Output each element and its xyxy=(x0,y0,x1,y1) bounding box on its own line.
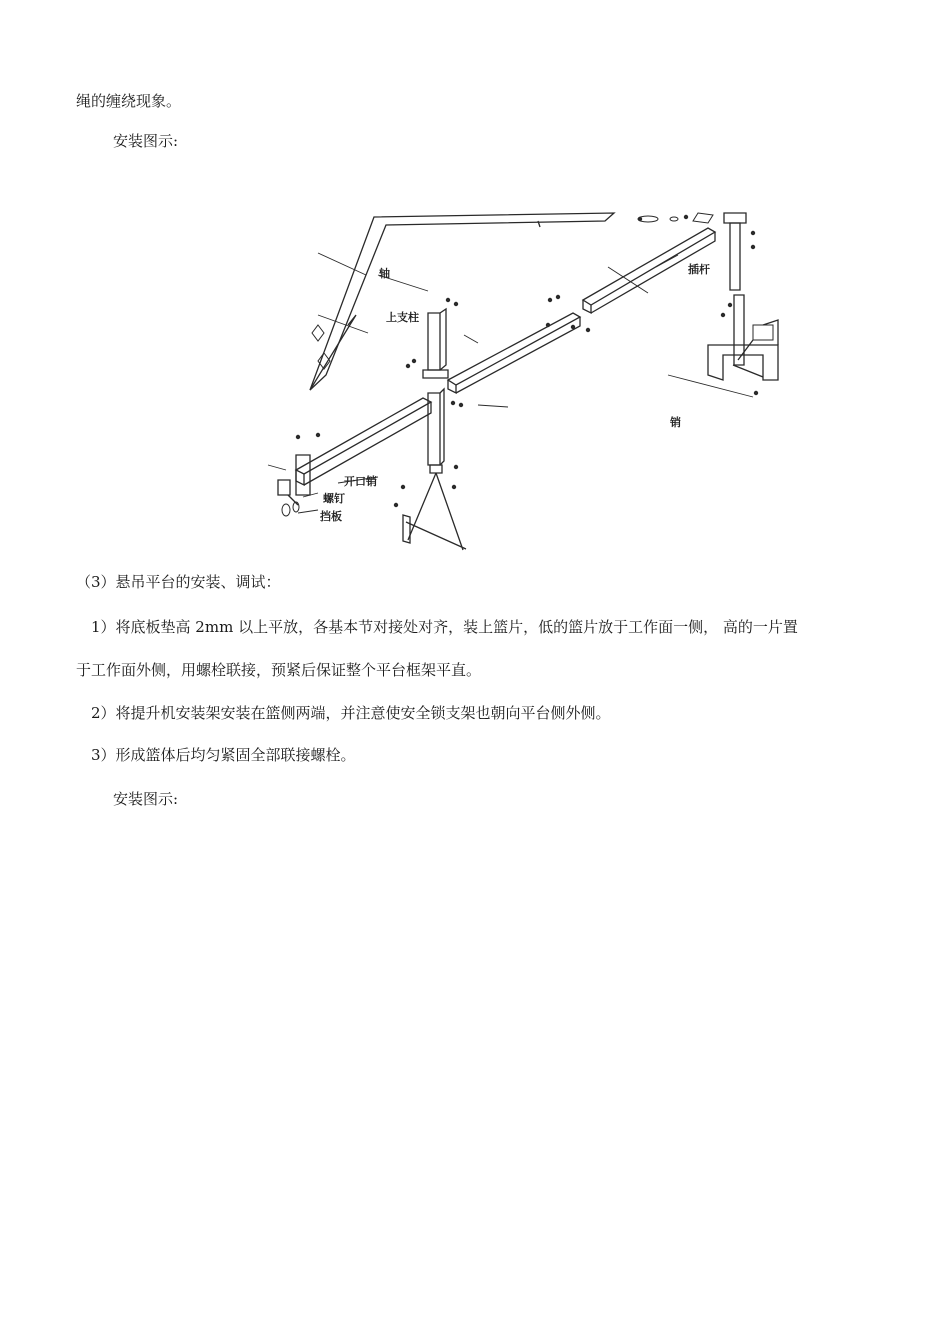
label-shaft: 轴 xyxy=(379,267,390,280)
item-2: 2）将提升机安装架安装在篮侧两端，并注意使安全锁支架也朝向平台侧外侧。 xyxy=(91,704,611,722)
center-post xyxy=(428,393,440,465)
insert-rod-right xyxy=(730,223,740,290)
item-3: 3）形成篮体后均匀紧固全部联接螺栓。 xyxy=(91,746,356,764)
upper-post xyxy=(428,313,440,370)
beam-middle xyxy=(448,313,580,385)
section-heading: （3）悬吊平台的安装、调试： xyxy=(76,573,281,591)
item-1-line-2: 于工作面外侧，用螺栓联接，预紧后保证整个平台框架平直。 xyxy=(76,661,482,679)
body-text-top: 绳的缠绕现象。 xyxy=(76,92,182,110)
figure-caption-2: 安装图示: xyxy=(113,790,179,808)
end-bracket-left xyxy=(296,455,310,495)
label-screw: 螺钉 xyxy=(323,492,345,505)
label-baffle: 挡板 xyxy=(320,510,342,523)
figure-caption-1: 安装图示: xyxy=(113,132,179,150)
installation-diagram xyxy=(178,165,780,557)
installation-diagram-svg xyxy=(178,165,780,557)
item-1-line-1: 1）将底板垫高 2mm 以上平放，各基本节对接处对齐，装上篮片，低的篮片放于工作面一侧， 高的一片置 xyxy=(91,618,798,636)
label-upper-post: 上支柱 xyxy=(386,311,419,324)
label-pin: 销 xyxy=(670,416,681,429)
label-insert-rod: 插杆 xyxy=(688,263,710,276)
a-frame-stand xyxy=(406,465,466,550)
label-split-pin: 开口销 xyxy=(344,475,377,488)
boom-arm xyxy=(310,213,614,390)
